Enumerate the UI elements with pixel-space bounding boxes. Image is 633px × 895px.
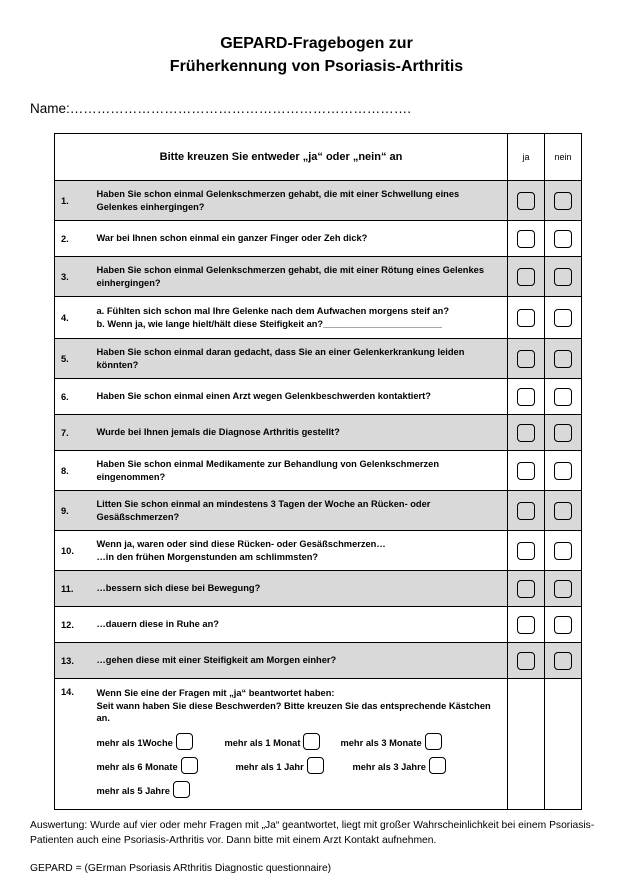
question-row-7 — [55, 415, 582, 451]
question-number: 3. — [55, 257, 93, 297]
question-number: 7. — [55, 415, 93, 451]
no-checkbox-q5[interactable] — [554, 350, 572, 368]
question-text: …bessern sich diese bei Bewegung? — [93, 571, 508, 607]
question-text: Wurde bei Ihnen jemals die Diagnose Arthritis gestellt? — [93, 415, 508, 451]
duration-option — [353, 757, 446, 774]
question-text: Haben Sie schon einmal Gelenkschmerzen gehabt, die mit einer Schwellung eines Gelenkes einhergingen? — [93, 181, 508, 221]
duration-option — [97, 781, 190, 798]
question-number: 13. — [55, 643, 93, 679]
duration-option — [97, 733, 193, 750]
duration-checkbox-3-years[interactable] — [429, 757, 446, 774]
no-checkbox-q9[interactable] — [554, 502, 572, 520]
duration-label: mehr als 1 Monat — [224, 738, 301, 748]
question-text: …gehen diese mit einer Steifigkeit am Morgen einher? — [93, 643, 508, 679]
duration-label: mehr als 3 Jahre — [352, 762, 426, 772]
no-checkbox-q2[interactable] — [554, 230, 572, 248]
yes-checkbox-q5[interactable] — [517, 350, 535, 368]
question-number: 1. — [55, 181, 93, 221]
question-text-b: …in den frühen Morgenstunden am schlimmsten? — [96, 551, 319, 562]
yes-checkbox-q13[interactable] — [517, 652, 535, 670]
no-checkbox-q3[interactable] — [554, 268, 572, 286]
question-text — [93, 679, 508, 810]
column-header-no: nein — [545, 134, 582, 181]
question-row-2 — [55, 221, 582, 257]
question-row-1 — [55, 181, 582, 221]
abbreviation-note: GEPARD = (GErman Psoriasis ARthritis Diagnostic questionnaire) — [30, 863, 332, 874]
question-row-5 — [55, 339, 582, 379]
question-text: Haben Sie schon einmal Medikamente zur Behandlung von Gelenkschmerzen eingenommen? — [93, 451, 508, 491]
question-text — [93, 297, 508, 339]
no-checkbox-q6[interactable] — [554, 388, 572, 406]
empty-no-cell — [545, 679, 582, 810]
duration-option — [97, 757, 198, 774]
question-row-3 — [55, 257, 582, 297]
instruction-header: Bitte kreuzen Sie entweder „ja“ oder „nein“ an — [55, 134, 508, 181]
yes-checkbox-q4[interactable] — [517, 309, 535, 327]
question-text — [93, 531, 508, 571]
column-header-yes: ja — [508, 134, 545, 181]
yes-checkbox-q3[interactable] — [517, 268, 535, 286]
duration-checkbox-6-months[interactable] — [181, 757, 198, 774]
question-text-b: Seit wann haben Sie diese Beschwerden? Bitte kreuzen Sie das entsprechende Kästchen an. — [96, 700, 491, 723]
yes-checkbox-q7[interactable] — [517, 424, 535, 442]
question-text-a: Wenn Sie eine der Fragen mit „ja“ beantwortet haben: — [96, 688, 335, 698]
duration-option — [236, 757, 324, 774]
question-row-13 — [55, 643, 582, 679]
no-checkbox-q13[interactable] — [554, 652, 572, 670]
no-checkbox-q12[interactable] — [554, 616, 572, 634]
question-text: War bei Ihnen schon einmal ein ganzer Finger oder Zeh dick? — [93, 221, 508, 257]
question-row-9 — [55, 491, 582, 531]
yes-checkbox-q2[interactable] — [517, 230, 535, 248]
question-row-14 — [55, 679, 582, 810]
question-text: Litten Sie schon einmal an mindestens 3 Tagen der Woche an Rücken- oder Gesäßschmerzen? — [93, 491, 508, 531]
question-number: 10. — [55, 531, 93, 571]
question-text-a: a. Fühlten sich schon mal Ihre Gelenke nach dem Aufwachen morgens steif an? — [96, 306, 450, 316]
duration-options — [97, 731, 502, 805]
question-number: 2. — [55, 221, 93, 257]
question-number: 4. — [55, 297, 93, 339]
question-text-a: Wenn ja, waren oder sind diese Rücken- oder Gesäßschmerzen… — [96, 539, 386, 549]
question-row-4 — [55, 297, 582, 339]
question-text: Haben Sie schon einmal Gelenkschmerzen gehabt, die mit einer Rötung eines Gelenkes einhergingen? — [93, 257, 508, 297]
question-row-12 — [55, 607, 582, 643]
duration-checkbox-1-month[interactable] — [303, 733, 320, 750]
question-text-b: b. Wenn ja, wie lange hielt/hält diese Steifigkeit an?_______________________ — [96, 318, 443, 329]
duration-label: mehr als 5 Jahre — [96, 786, 170, 796]
question-text: …dauern diese in Ruhe an? — [93, 607, 508, 643]
duration-label: mehr als 6 Monate — [96, 762, 178, 772]
empty-yes-cell — [508, 679, 545, 810]
duration-label: mehr als 1 Jahr — [235, 762, 304, 772]
duration-option — [341, 733, 442, 750]
no-checkbox-q4[interactable] — [554, 309, 572, 327]
no-checkbox-q7[interactable] — [554, 424, 572, 442]
name-field-label[interactable]: Name:…………………………………………………………………. — [30, 101, 412, 116]
duration-checkbox-1-week[interactable] — [176, 733, 193, 750]
question-text: Haben Sie schon einmal daran gedacht, dass Sie an einer Gelenkerkrankung leiden könnten? — [93, 339, 508, 379]
duration-checkbox-3-months[interactable] — [425, 733, 442, 750]
yes-checkbox-q10[interactable] — [517, 542, 535, 560]
duration-label: mehr als 3 Monate — [340, 738, 422, 748]
duration-checkbox-5-years[interactable] — [173, 781, 190, 798]
question-row-6 — [55, 379, 582, 415]
questionnaire-table — [54, 133, 582, 810]
yes-checkbox-q11[interactable] — [517, 580, 535, 598]
no-checkbox-q1[interactable] — [554, 192, 572, 210]
question-number: 12. — [55, 607, 93, 643]
duration-checkbox-1-year[interactable] — [307, 757, 324, 774]
question-row-10 — [55, 531, 582, 571]
question-row-11 — [55, 571, 582, 607]
form-title-line-2: Früherkennung von Psoriasis-Arthritis — [169, 58, 464, 75]
no-checkbox-q8[interactable] — [554, 462, 572, 480]
yes-checkbox-q6[interactable] — [517, 388, 535, 406]
question-number: 14. — [55, 679, 93, 810]
question-number: 9. — [55, 491, 93, 531]
yes-checkbox-q1[interactable] — [517, 192, 535, 210]
evaluation-note: Auswertung: Wurde auf vier oder mehr Fragen mit „Ja“ geantwortet, liegt mit großer Wahrscheinlichkeit bei einem Psoriasis-Patienten auch eine Psoriasis-Arthritis vor. Dann bitte mit einem Arzt Kontakt aufnehmen. — [30, 820, 595, 846]
yes-checkbox-q12[interactable] — [517, 616, 535, 634]
no-checkbox-q10[interactable] — [554, 542, 572, 560]
no-checkbox-q11[interactable] — [554, 580, 572, 598]
yes-checkbox-q8[interactable] — [517, 462, 535, 480]
question-number: 8. — [55, 451, 93, 491]
question-number: 11. — [55, 571, 93, 607]
form-title-line-1: GEPARD-Fragebogen zur — [220, 35, 413, 52]
duration-label: mehr als 1Woche — [96, 738, 173, 748]
duration-option — [225, 733, 321, 750]
table-header-row — [55, 134, 582, 181]
question-row-8 — [55, 451, 582, 491]
question-number: 5. — [55, 339, 93, 379]
question-number: 6. — [55, 379, 93, 415]
question-text: Haben Sie schon einmal einen Arzt wegen Gelenkbeschwerden kontaktiert? — [93, 379, 508, 415]
yes-checkbox-q9[interactable] — [517, 502, 535, 520]
